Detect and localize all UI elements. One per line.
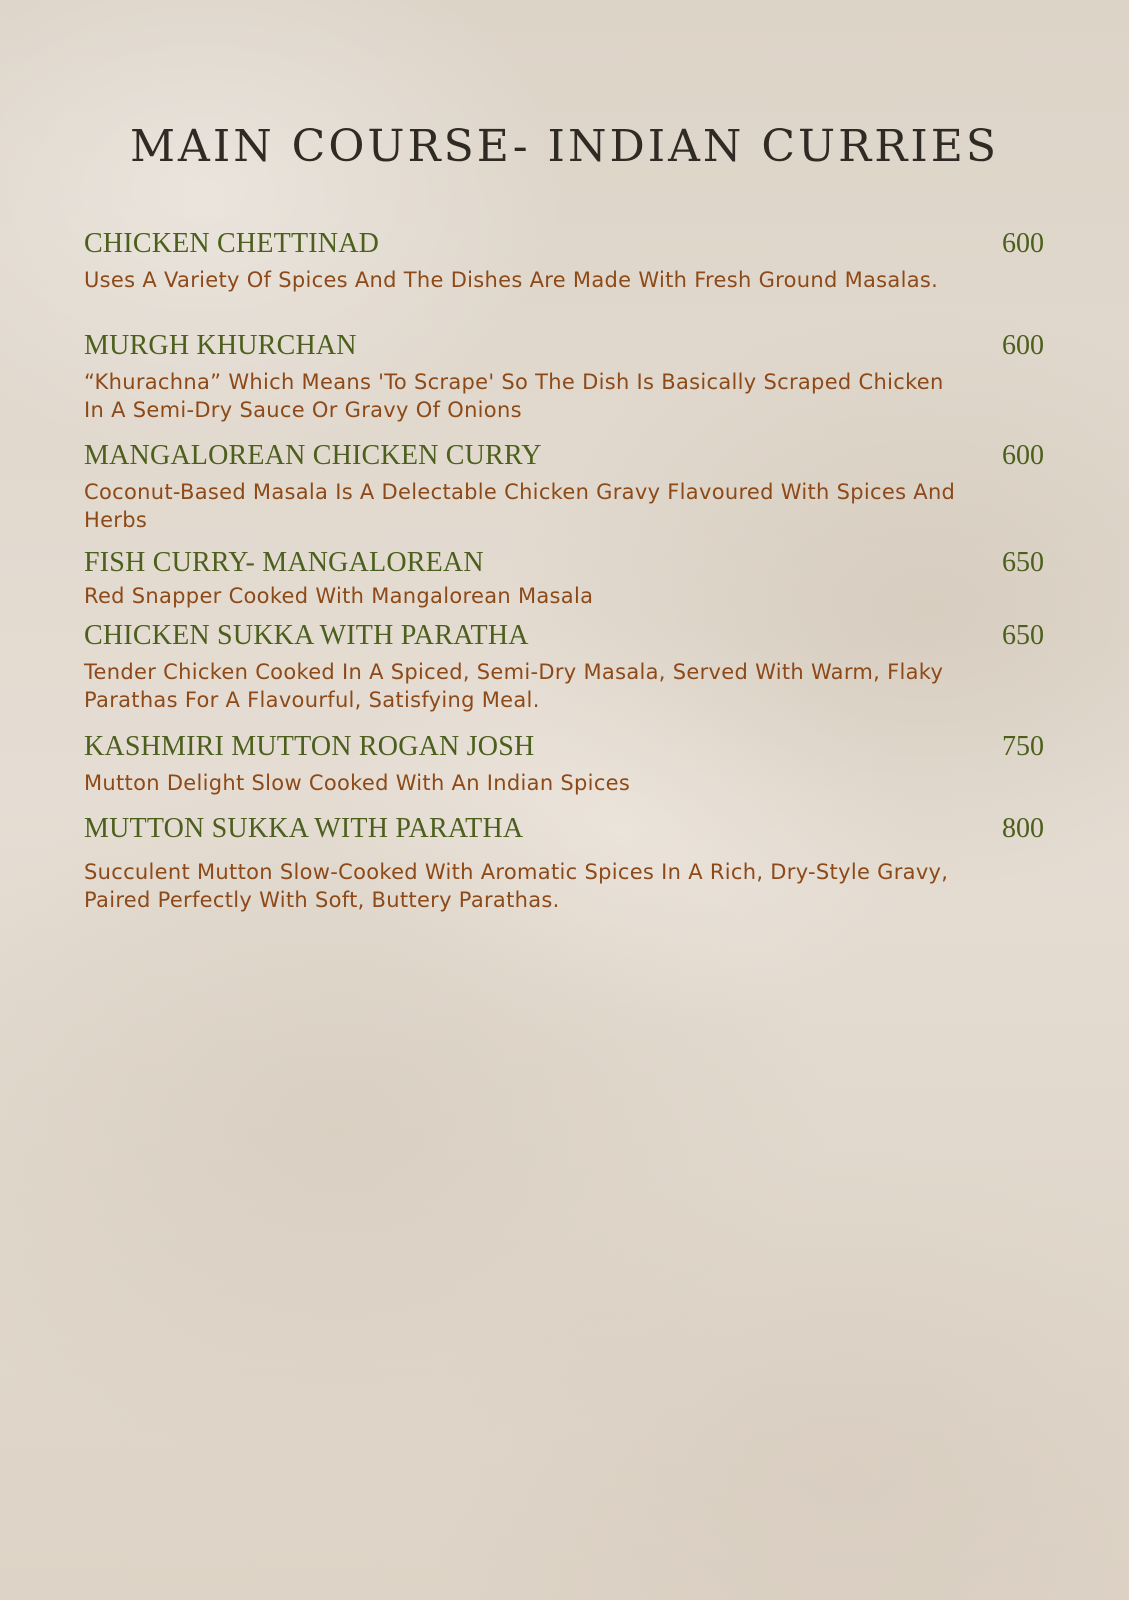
- item-name: KASHMIRI MUTTON ROGAN JOSH: [84, 731, 535, 762]
- page-title: MAIN COURSE- INDIAN CURRIES: [129, 121, 1000, 173]
- item-price: 750: [1002, 731, 1044, 762]
- item-name: MURGH KHURCHAN: [84, 330, 357, 361]
- item-price: 800: [1002, 813, 1044, 844]
- item-description: Succulent Mutton Slow-Cooked With Aromatic Spices In A Rich, Dry-Style Gravy, Paired Perfectly With Soft, Buttery Parathas.: [84, 860, 949, 912]
- item-name: CHICKEN CHETTINAD: [84, 228, 380, 259]
- item-name: MANGALOREAN CHICKEN CURRY: [84, 440, 542, 471]
- item-price: 600: [1002, 330, 1044, 361]
- item-name: MUTTON SUKKA WITH PARATHA: [84, 813, 524, 844]
- item-price: 650: [1002, 547, 1044, 578]
- item-price: 600: [1002, 228, 1044, 259]
- item-description: Mutton Delight Slow Cooked With An Indian Spices: [84, 771, 631, 795]
- item-name: CHICKEN SUKKA WITH PARATHA: [84, 620, 529, 651]
- item-description: Red Snapper Cooked With Mangalorean Masala: [84, 584, 594, 608]
- item-description: Coconut-Based Masala Is A Delectable Chicken Gravy Flavoured With Spices And Herbs: [84, 480, 956, 532]
- item-description: Tender Chicken Cooked In A Spiced, Semi-Dry Masala, Served With Warm, Flaky Parathas For A Flavourful, Satisfying Meal.: [84, 660, 944, 712]
- item-price: 650: [1002, 620, 1044, 651]
- item-name: FISH CURRY- MANGALOREAN: [84, 547, 484, 578]
- item-price: 600: [1002, 440, 1044, 471]
- item-description: “Khurachna” Which Means 'To Scrape' So The Dish Is Basically Scraped Chicken In A Semi-Dry Sauce Or Gravy Of Onions: [84, 370, 944, 422]
- item-description: Uses A Variety Of Spices And The Dishes Are Made With Fresh Ground Masalas.: [84, 268, 939, 292]
